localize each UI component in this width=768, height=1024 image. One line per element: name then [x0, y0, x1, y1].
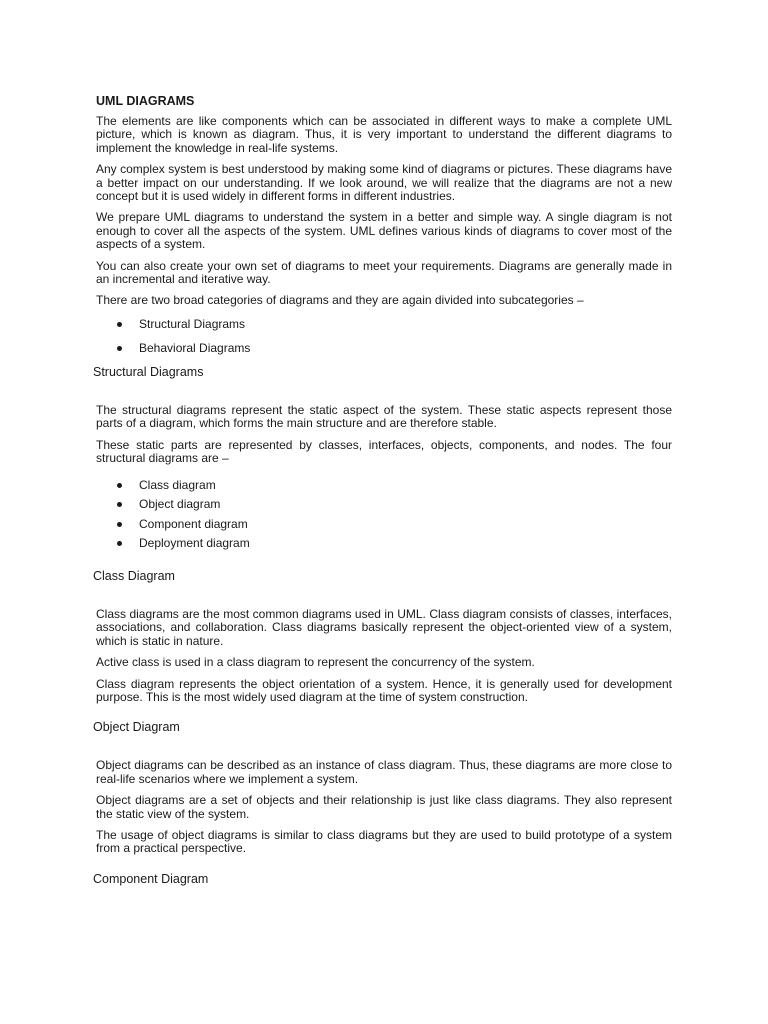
section-heading-object-diagram: Object Diagram: [93, 720, 180, 735]
bullet-icon: [117, 322, 122, 327]
intro-paragraph: Any complex system is best understood by making some kind of diagrams or pictures. These diagrams have a better impact on our understanding. If we look around, we will realize that the diagrams are not a new concept but it is used widely in different forms in different industries.: [96, 162, 672, 204]
bullet-icon: [117, 522, 122, 527]
list-item: Structural Diagrams: [96, 317, 672, 332]
object-diagram-paragraph: Object diagrams are a set of objects and their relationship is just like class diagrams. They also represent the static view of the system.: [96, 793, 672, 821]
class-diagram-paragraph: Class diagrams are the most common diagrams used in UML. Class diagram consists of classes, interfaces, associations, and collaboration. Class diagrams basically represent the object-oriented view of a system, which is static in nature.: [96, 607, 672, 648]
intro-paragraph: We prepare UML diagrams to understand the system in a better and simple way. A single diagram is not enough to cover all the aspects of the system. UML defines various kinds of diagrams to cover most of the aspects of a system.: [96, 210, 672, 252]
bullet-icon: [117, 346, 122, 351]
structural-paragraph: The structural diagrams represent the static aspect of the system. These static aspects represent those parts of a diagram, which forms the main structure and are therefore stable.: [96, 402, 672, 431]
list-item: Object diagram: [96, 497, 672, 512]
document-title: UML DIAGRAMS: [96, 94, 195, 108]
bullet-icon: [117, 541, 122, 546]
intro-paragraph: There are two broad categories of diagrams and they are again divided into subcategories –: [96, 293, 584, 308]
class-diagram-paragraph: Class diagram represents the object orientation of a system. Hence, it is generally used for development purpose. This is the most widely used diagram at the time of system construction.: [96, 676, 672, 705]
object-diagram-paragraph: Object diagrams can be described as an instance of class diagram. Thus, these diagrams are more close to real-life scenarios where we implement a system.: [96, 758, 672, 786]
section-heading-structural: Structural Diagrams: [93, 364, 204, 379]
section-heading-class-diagram: Class Diagram: [93, 569, 175, 583]
intro-paragraph: You can also create your own set of diagrams to meet your requirements. Diagrams are generally made in an incremental and iterative way.: [96, 258, 672, 287]
bullet-icon: [117, 502, 122, 507]
list-item: Component diagram: [96, 517, 672, 532]
category-list: [96, 317, 672, 356]
document-body: [93, 94, 672, 911]
structural-paragraph: These static parts are represented by classes, interfaces, objects, components, and nodes. The four structural diagrams are –: [96, 437, 672, 466]
object-diagram-paragraph: The usage of object diagrams is similar to class diagrams but they are used to build prototype of a system from a practical perspective.: [96, 828, 672, 856]
structural-diagram-list: [96, 478, 672, 552]
section-heading-component-diagram: Component Diagram: [93, 871, 209, 886]
bullet-icon: [117, 483, 122, 488]
list-item: Class diagram: [96, 478, 672, 493]
list-item: Behavioral Diagrams: [96, 341, 672, 356]
class-diagram-paragraph: Active class is used in a class diagram to represent the concurrency of the system.: [96, 655, 535, 670]
intro-paragraph: The elements are like components which can be associated in different ways to make a complete UML picture, which is known as diagram. Thus, it is very important to understand the different diagrams to implement the knowledge in real-life systems.: [96, 114, 672, 155]
list-item: Deployment diagram: [96, 536, 672, 551]
